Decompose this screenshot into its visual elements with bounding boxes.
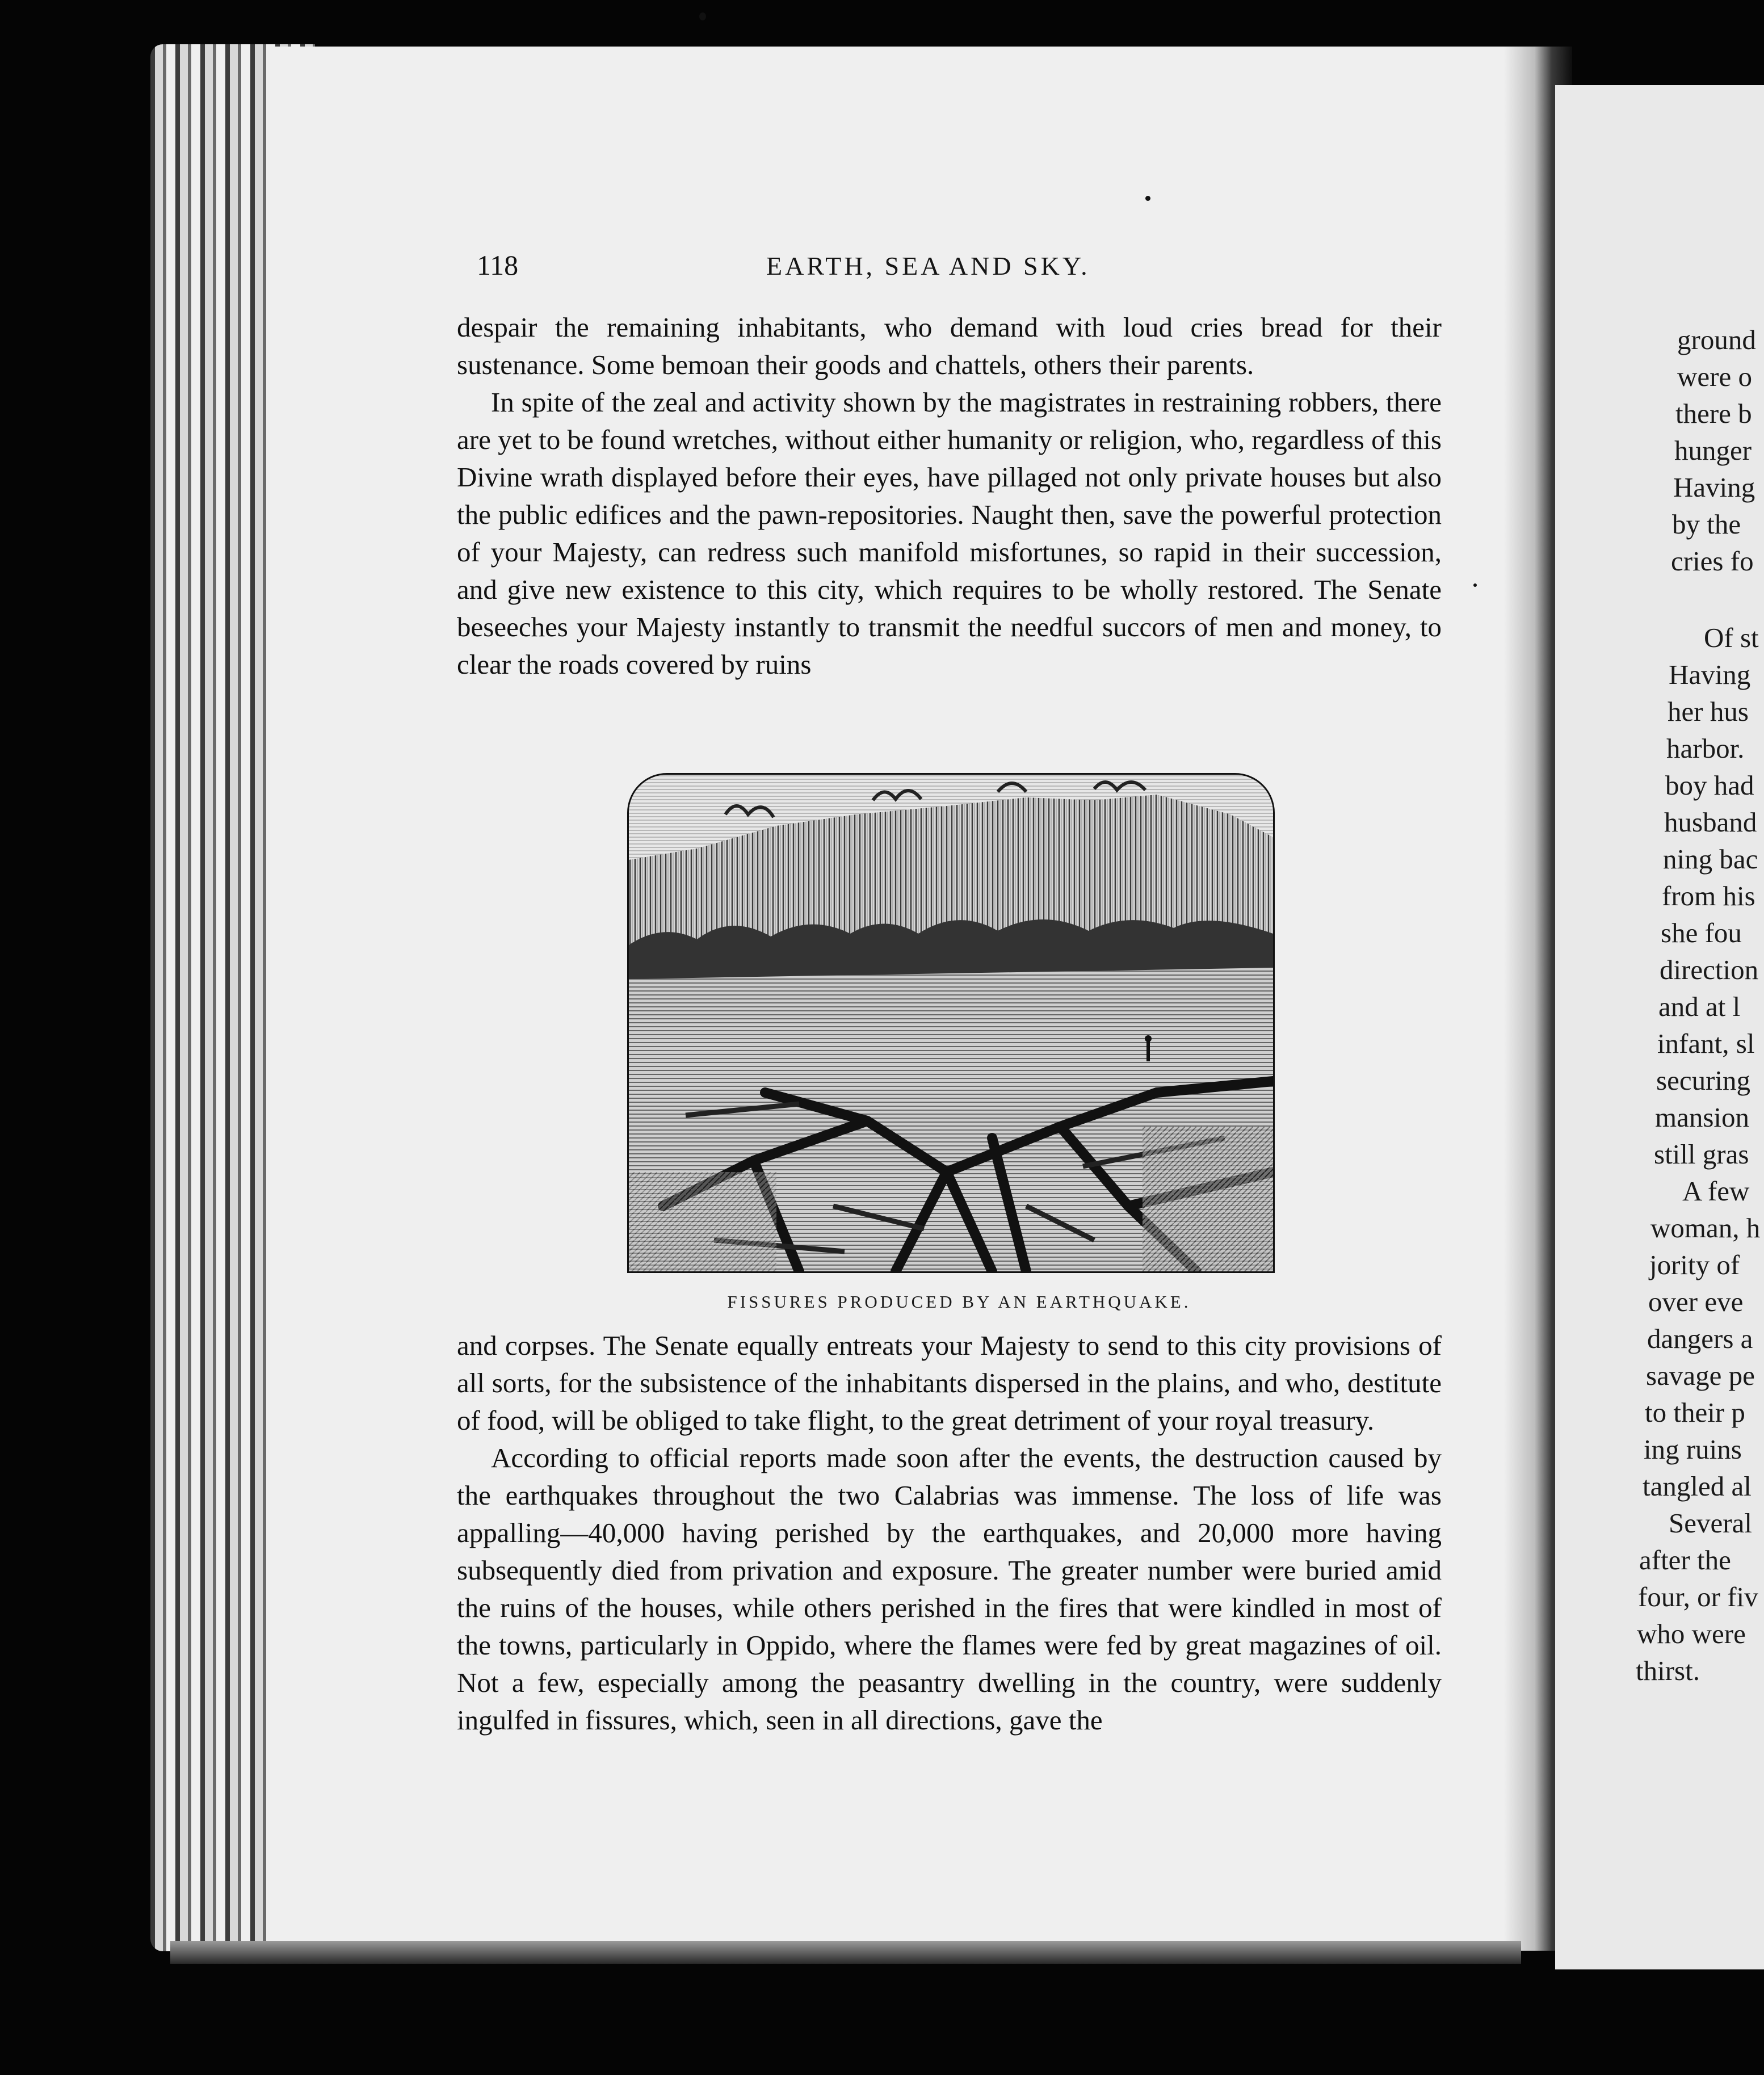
- right-page-line: after the: [1639, 1544, 1731, 1576]
- right-page-line: still gras: [1654, 1139, 1749, 1170]
- right-page-line: jority of: [1649, 1249, 1740, 1280]
- right-page-line: ning bac: [1663, 843, 1758, 875]
- right-page-line: Of st: [1704, 622, 1759, 653]
- right-page-line: ing ruins: [1644, 1434, 1742, 1465]
- right-page-line: ground: [1677, 324, 1756, 355]
- right-page-line: dangers a: [1647, 1323, 1753, 1354]
- right-page-line: husband: [1664, 807, 1757, 838]
- body-text-top: [457, 309, 1442, 683]
- right-page-line: woman, h: [1650, 1212, 1761, 1244]
- right-page-line: she fou: [1661, 917, 1742, 948]
- right-page-line: boy had: [1665, 770, 1754, 801]
- right-page-line: to their p: [1645, 1397, 1745, 1428]
- right-page-line: cries fo: [1671, 545, 1754, 577]
- right-page-line: infant, sl: [1657, 1028, 1755, 1059]
- right-page-line: and at l: [1658, 991, 1741, 1022]
- right-page-line: who were: [1637, 1618, 1746, 1649]
- earthquake-fissures-engraving: [627, 773, 1275, 1273]
- right-page-line: by the: [1672, 509, 1741, 540]
- right-page-line: there b: [1675, 398, 1752, 429]
- page-bottom-edge: [170, 1941, 1521, 1964]
- right-page-line: tangled al: [1643, 1471, 1752, 1502]
- right-page-line: Having: [1669, 659, 1751, 690]
- right-page-line: from his: [1662, 880, 1755, 912]
- right-page-line: hunger: [1674, 435, 1752, 466]
- body-text-bottom: [457, 1327, 1442, 1739]
- right-page-line: harbor.: [1666, 733, 1745, 764]
- paragraph: According to official reports made soon after the events, the destruction caused by the earthquakes throughout the two Calabrias was immense. The loss of life was appalling—40,000 having perished by the earthquakes, and 20,000 more having subsequently died from privation and exposure. The greater number were buried amid the ruins of the houses, while others perished in the fires that were kindled in most of the towns, particularly in Oppido, where the flames were fed by great magazines of oil. Not a few, especially among the peasantry dwelling in the country, were suddenly ingulfed in fissures, which, seen in all directions, gave the: [457, 1442, 1442, 1736]
- figure-caption: FISSURES PRODUCED BY AN EARTHQUAKE.: [727, 1292, 1191, 1312]
- right-page-partial: [1555, 85, 1764, 1969]
- running-title: EARTH, SEA AND SKY.: [766, 251, 1090, 280]
- right-page-line: thirst.: [1636, 1655, 1700, 1686]
- scan-speck: [1473, 583, 1477, 587]
- page-number: 118: [477, 249, 519, 281]
- paragraph: In spite of the zeal and activity shown by the magistrates in restraining robbers, there are yet to be found wretches, without either humanity or religion, who, regardless of this Divine wrath displayed before their eyes, have pillaged not only private houses but also the public edifices and the pawn-repositories. Naught then, save the powerful protection of your Majesty, can redress such manifold misfortunes, so rapid in their succession, and give new existence to this city, which requires to be wholly restored. The Senate beseeches your Majesty instantly to transmit the needful succors of men and money, to clear the roads covered by ruins: [457, 387, 1442, 680]
- paragraph: despair the remaining inhabitants, who demand with loud cries bread for their sustenance. Some bemoan their goods and chattels, others their parents.: [457, 312, 1442, 380]
- right-page-line: over eve: [1648, 1286, 1744, 1317]
- right-page-line: savage pe: [1646, 1360, 1755, 1391]
- scan-speck: [699, 12, 706, 20]
- right-page-line: Having: [1673, 472, 1755, 503]
- right-page-line: Several: [1669, 1507, 1752, 1539]
- right-page-line: mansion: [1655, 1102, 1750, 1133]
- running-head: [477, 249, 1442, 285]
- right-page-line: direction: [1660, 954, 1759, 985]
- right-page-line: four, or fiv: [1638, 1581, 1758, 1612]
- right-page-line: were o: [1677, 361, 1752, 392]
- scan-speck: [1145, 196, 1150, 201]
- right-page-line: A few: [1682, 1175, 1750, 1207]
- right-page-line: securing: [1656, 1065, 1750, 1096]
- paragraph: and corpses. The Senate equally entreats your Majesty to send to this city provisions of all sorts, for the subsistence of the inhabitants dispersed in the plains, and who, destitute of food, will be obliged to take flight, to the great detriment of your royal treasury.: [457, 1330, 1442, 1436]
- right-page-line: her hus: [1668, 696, 1749, 727]
